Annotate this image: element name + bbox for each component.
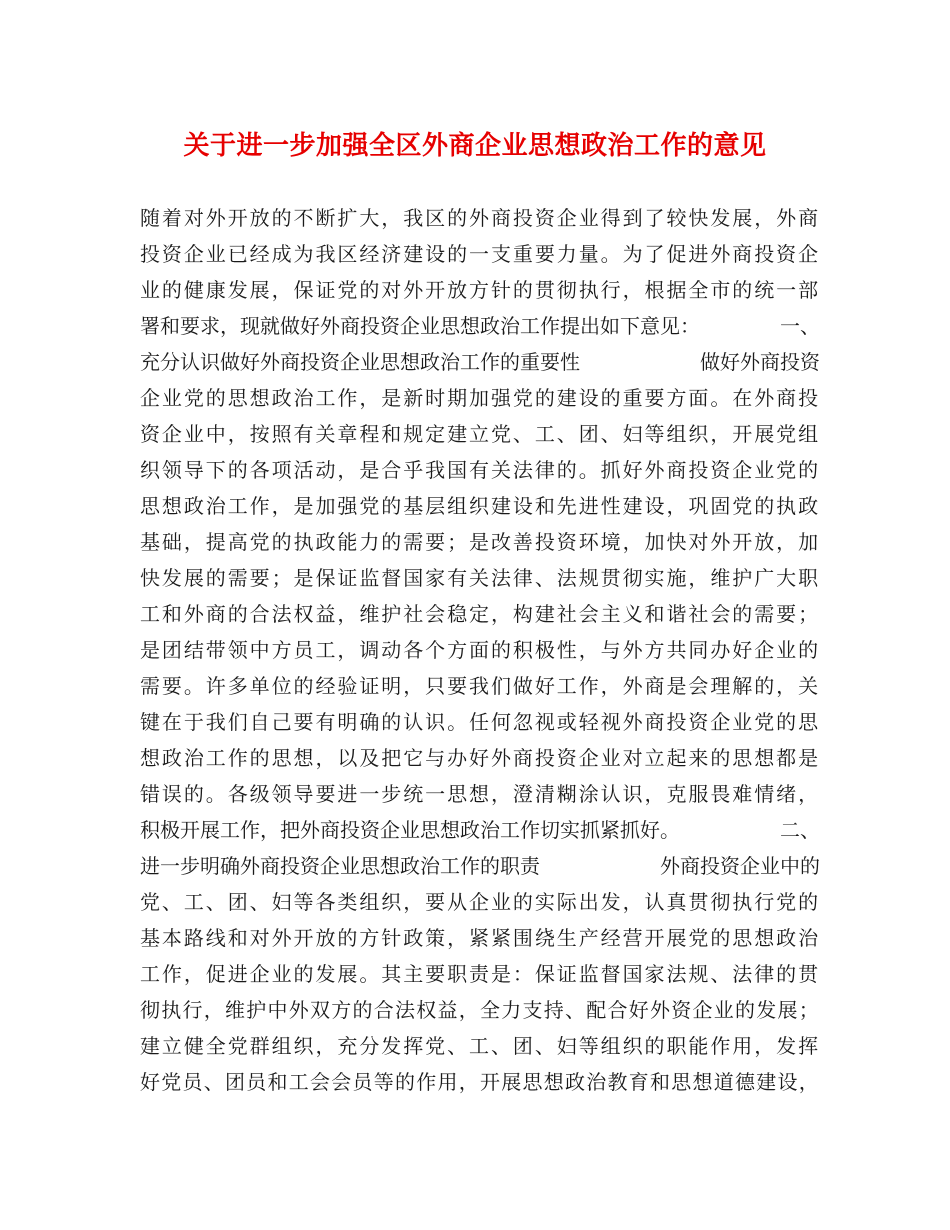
body-text-segment: 彻执行，维护中外双方的合法权益，全力支持、配合好外资企业的发展；: [140, 998, 820, 1022]
body-text-segment: 企业党的思想政治工作，是新时期加强党的建设的重要方面。在外商投: [140, 386, 820, 410]
document-body: [140, 200, 820, 1100]
body-text-segment: 是团结带领中方员工，调动各个方面的积极性，与外方共同办好企业的: [140, 638, 820, 662]
body-line: [140, 380, 820, 416]
body-line: [140, 848, 820, 884]
body-line: [140, 884, 820, 920]
body-line: [140, 488, 820, 524]
body-line: [140, 344, 820, 380]
body-line: [140, 524, 820, 560]
body-line: [140, 704, 820, 740]
body-line: [140, 200, 820, 236]
body-line: [140, 560, 820, 596]
body-text-segment: 思想政治工作，是加强党的基层组织建设和先进性建设，巩固党的执政: [140, 494, 820, 518]
body-text-segment: 进一步明确外商投资企业思想政治工作的职责: [140, 854, 540, 878]
body-line: [140, 740, 820, 776]
body-text-segment: 基础，提高党的执政能力的需要；是改善投资环境，加快对外开放，加: [140, 530, 820, 554]
body-text-segment: 做好外商投资: [700, 350, 820, 374]
body-line: [140, 992, 820, 1028]
body-text-segment: 随着对外开放的不断扩大，我区的外商投资企业得到了较快发展，外商: [140, 206, 820, 230]
body-text-segment: 外商投资企业中的: [660, 854, 820, 878]
body-text-segment: 建立健全党群组织，充分发挥党、工、团、妇等组织的职能作用，发挥: [140, 1034, 820, 1058]
document-title: 关于进一步加强全区外商企业思想政治工作的意见: [183, 131, 767, 161]
body-text-segment: 党、工、团、妇等各类组织，要从企业的实际出发，认真贯彻执行党的: [140, 890, 820, 914]
body-text-segment: 工和外商的合法权益，维护社会稳定，构建社会主义和谐社会的需要；: [140, 602, 820, 626]
body-line: [140, 416, 820, 452]
body-text-segment: 业的健康发展，保证党的对外开放方针的贯彻执行，根据全市的统一部: [140, 278, 820, 302]
body-text-segment: 想政治工作的思想，以及把它与办好外商投资企业对立起来的思想都是: [140, 746, 820, 770]
body-text-segment: 署和要求，现就做好外商投资企业思想政治工作提出如下意见：: [140, 314, 700, 338]
body-text-segment: 资企业中，按照有关章程和规定建立党、工、团、妇等组织，开展党组: [140, 422, 820, 446]
body-line: [140, 812, 820, 848]
body-text-segment: 键在于我们自己要有明确的认识。任何忽视或轻视外商投资企业党的思: [140, 710, 820, 734]
body-text-segment: 一、: [780, 314, 820, 338]
body-text-segment: 好党员、团员和工会会员等的作用，开展思想政治教育和思想道德建设，: [140, 1070, 820, 1094]
body-text-segment: 充分认识做好外商投资企业思想政治工作的重要性: [140, 350, 580, 374]
body-line: [140, 236, 820, 272]
body-text-segment: 基本路线和对外开放的方针政策，紧紧围绕生产经营开展党的思想政治: [140, 926, 820, 950]
body-line: [140, 920, 820, 956]
body-text-segment: 工作，促进企业的发展。其主要职责是：保证监督国家法规、法律的贯: [140, 962, 820, 986]
body-line: [140, 632, 820, 668]
body-text-segment: 错误的。各级领导要进一步统一思想，澄清糊涂认识，克服畏难情绪，: [140, 782, 820, 806]
body-text-segment: 需要。许多单位的经验证明，只要我们做好工作，外商是会理解的，关: [140, 674, 820, 698]
body-text-segment: 二、: [780, 818, 820, 842]
body-line: [140, 272, 820, 308]
body-line: [140, 308, 820, 344]
body-line: [140, 1028, 820, 1064]
body-text-segment: 积极开展工作，把外商投资企业思想政治工作切实抓紧抓好。: [140, 818, 680, 842]
body-line: [140, 668, 820, 704]
body-text-segment: 织领导下的各项活动，是合乎我国有关法律的。抓好外商投资企业党的: [140, 458, 820, 482]
body-line: [140, 956, 820, 992]
body-text-segment: 投资企业已经成为我区经济建设的一支重要力量。为了促进外商投资企: [140, 242, 820, 266]
body-line: [140, 1064, 820, 1100]
body-text-segment: 快发展的需要；是保证监督国家有关法律、法规贯彻实施，维护广大职: [140, 566, 820, 590]
body-line: [140, 776, 820, 812]
body-line: [140, 596, 820, 632]
body-line: [140, 452, 820, 488]
